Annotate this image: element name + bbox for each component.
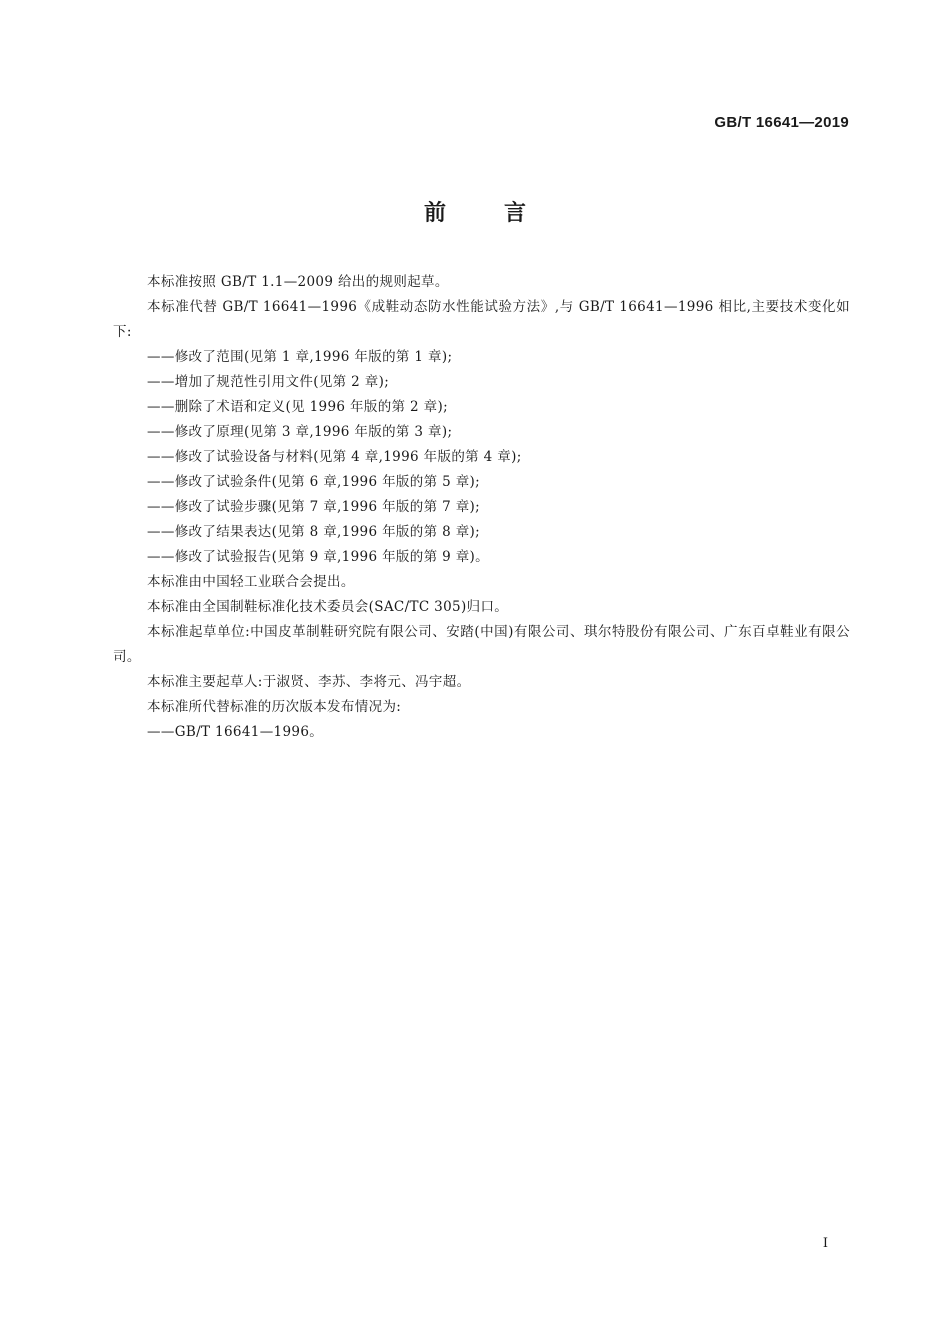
paragraph-technical-committee: 本标准由全国制鞋标准化技术委员会(SAC/TC 305)归口。 xyxy=(147,599,509,615)
change-item-normative-references: ——增加了规范性引用文件(见第 2 章); xyxy=(147,374,390,390)
standard-number: GB/T 16641—2019 xyxy=(714,114,849,131)
change-item-apparatus: ——修改了试验设备与材料(见第 4 章,1996 年版的第 4 章); xyxy=(147,449,522,465)
change-item-scope: ——修改了范围(见第 1 章,1996 年版的第 1 章); xyxy=(147,349,453,365)
change-item-terms: ——删除了术语和定义(见 1996 年版的第 2 章); xyxy=(147,399,448,415)
paragraph-drafters: 本标准主要起草人:于淑贤、李苏、李将元、冯宇超。 xyxy=(147,674,471,690)
change-item-procedure: ——修改了试验步骤(见第 7 章,1996 年版的第 7 章); xyxy=(147,499,481,515)
paragraph-proposer: 本标准由中国轻工业联合会提出。 xyxy=(147,574,355,590)
change-item-report: ——修改了试验报告(见第 9 章,1996 年版的第 9 章)。 xyxy=(147,549,490,565)
page-number: I xyxy=(822,1236,828,1251)
foreword-body xyxy=(113,270,850,745)
previous-edition-item: ——GB/T 16641—1996。 xyxy=(147,724,324,740)
page-title: 前言 xyxy=(423,201,584,226)
paragraph-previous-editions: 本标准所代替标准的历次版本发布情况为: xyxy=(147,699,402,715)
paragraph-replacement: 本标准代替 GB/T 16641—1996《成鞋动态防水性能试验方法》,与 GB/T 16641—1996 相比,主要技术变化如下: xyxy=(113,299,850,340)
paragraph-drafting-units: 本标准起草单位:中国皮革制鞋研究院有限公司、安踏(中国)有限公司、琪尔特股份有限公司、广东百卓鞋业有限公司。 xyxy=(113,624,850,665)
change-item-results: ——修改了结果表达(见第 8 章,1996 年版的第 8 章); xyxy=(147,524,481,540)
paragraph-drafting-rules: 本标准按照 GB/T 1.1—2009 给出的规则起草。 xyxy=(147,274,449,290)
change-item-conditions: ——修改了试验条件(见第 6 章,1996 年版的第 5 章); xyxy=(147,474,481,490)
change-item-principle: ——修改了原理(见第 3 章,1996 年版的第 3 章); xyxy=(147,424,453,440)
